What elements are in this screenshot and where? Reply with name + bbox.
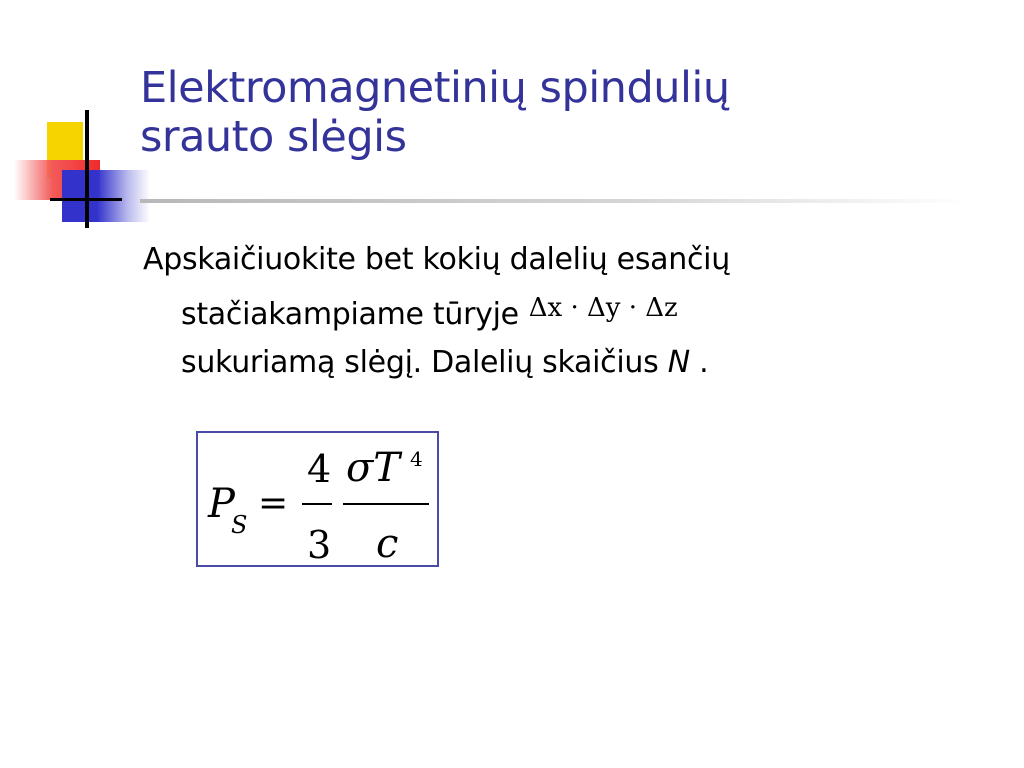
body-line-2-text: stačiakampiame tūryje — [181, 297, 519, 332]
body-line-3-text: sukuriamą slėgį. Dalelių skaičius — [181, 345, 659, 380]
title-line-1: Elektromagnetinių spindulių — [140, 63, 730, 113]
slide-title — [140, 64, 960, 162]
title-line-2: srauto slėgis — [140, 112, 407, 162]
formula-frac1-numerator: 4 — [307, 447, 332, 491]
formula-lhs-symbol: P — [208, 481, 235, 527]
formula-frac2-denominator: c — [376, 521, 399, 567]
body-text — [143, 236, 903, 387]
formula-frac1-denominator: 3 — [307, 523, 332, 567]
volume-expression: Δx · Δy · Δz — [528, 293, 678, 323]
formula-frac2-bar — [343, 503, 429, 505]
body-line-2 — [143, 284, 903, 339]
pressure-formula — [198, 433, 441, 569]
variable-n: N — [667, 345, 690, 380]
body-line-3 — [143, 339, 903, 387]
horizontal-line — [50, 198, 122, 201]
decorative-logo-graphic — [0, 100, 150, 240]
formula-frac2-numerator: σT — [346, 445, 400, 491]
body-line-3-end: . — [689, 345, 709, 380]
title-underline — [140, 199, 970, 203]
blue-bar — [62, 170, 150, 222]
formula-lhs-subscript: S — [231, 511, 248, 539]
formula-frac1-bar — [302, 503, 332, 505]
vertical-line — [85, 110, 89, 228]
formula-equals: = — [258, 483, 289, 524]
body-line-1: Apskaičiuokite bet kokių dalelių esančių — [143, 242, 730, 277]
formula-box — [196, 431, 439, 567]
formula-frac2-exponent: 4 — [410, 447, 423, 471]
